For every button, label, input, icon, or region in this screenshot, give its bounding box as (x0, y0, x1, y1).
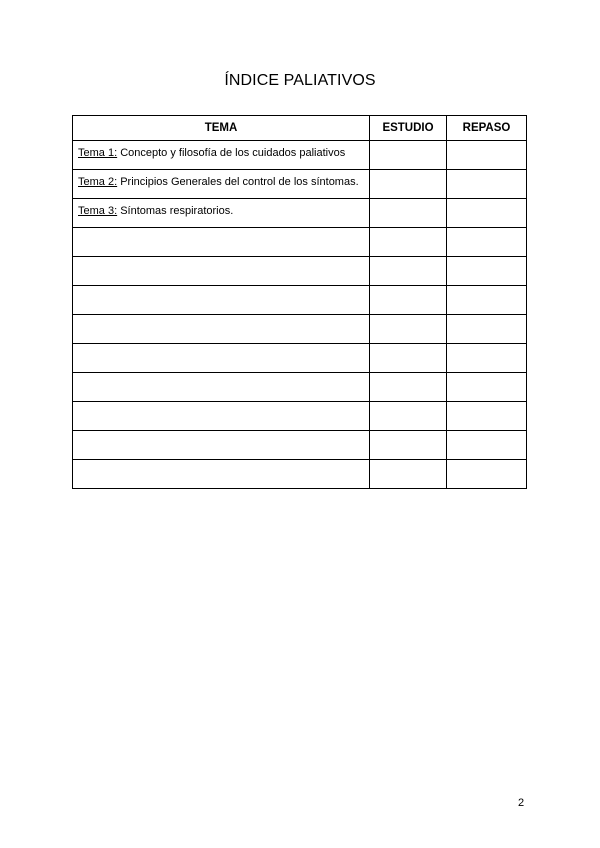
cell-tema (73, 402, 370, 431)
cell-tema (73, 228, 370, 257)
table-row (73, 199, 527, 228)
table-row (73, 228, 527, 257)
cell-repaso[interactable] (447, 315, 527, 344)
tema-number-label: Tema 2: (78, 176, 118, 188)
table-row (73, 460, 527, 489)
cell-repaso[interactable] (447, 402, 527, 431)
table-header-row (73, 116, 527, 141)
cell-estudio[interactable] (370, 286, 447, 315)
column-header-estudio: ESTUDIO (370, 116, 447, 141)
cell-tema (73, 460, 370, 489)
cell-estudio[interactable] (370, 199, 447, 228)
table-body (73, 141, 527, 489)
cell-estudio[interactable] (370, 170, 447, 199)
cell-repaso[interactable] (447, 431, 527, 460)
page-number: 2 (518, 797, 525, 809)
cell-estudio[interactable] (370, 141, 447, 170)
cell-repaso[interactable] (447, 344, 527, 373)
cell-estudio[interactable] (370, 344, 447, 373)
cell-tema (73, 257, 370, 286)
cell-estudio[interactable] (370, 460, 447, 489)
cell-tema (73, 373, 370, 402)
table-row (73, 141, 527, 170)
cell-estudio[interactable] (370, 402, 447, 431)
cell-estudio[interactable] (370, 228, 447, 257)
cell-tema (73, 344, 370, 373)
column-header-repaso: REPASO (447, 116, 527, 141)
cell-repaso[interactable] (447, 286, 527, 315)
table-row (73, 170, 527, 199)
table-row (73, 373, 527, 402)
page-title: ÍNDICE PALIATIVOS (224, 72, 376, 89)
cell-estudio[interactable] (370, 315, 447, 344)
tema-description: Principios Generales del control de los síntomas. (117, 176, 359, 188)
cell-estudio[interactable] (370, 431, 447, 460)
cell-tema (73, 199, 370, 228)
table-row (73, 402, 527, 431)
cell-repaso[interactable] (447, 373, 527, 402)
table-row (73, 257, 527, 286)
tema-description: Concepto y filosofía de los cuidados paliativos (117, 147, 346, 159)
cell-tema (73, 286, 370, 315)
cell-estudio[interactable] (370, 257, 447, 286)
cell-repaso[interactable] (447, 257, 527, 286)
cell-repaso[interactable] (447, 460, 527, 489)
tema-number-label: Tema 3: (78, 205, 118, 217)
cell-repaso[interactable] (447, 228, 527, 257)
cell-tema (73, 431, 370, 460)
tema-number-label: Tema 1: (78, 147, 118, 159)
cell-tema (73, 141, 370, 170)
index-table (72, 115, 527, 489)
tema-description: Síntomas respiratorios. (117, 205, 234, 217)
cell-tema (73, 170, 370, 199)
column-header-tema: TEMA (73, 116, 370, 141)
cell-repaso[interactable] (447, 141, 527, 170)
cell-estudio[interactable] (370, 373, 447, 402)
table-row (73, 344, 527, 373)
cell-repaso[interactable] (447, 170, 527, 199)
cell-tema (73, 315, 370, 344)
table-row (73, 431, 527, 460)
table-row (73, 315, 527, 344)
cell-repaso[interactable] (447, 199, 527, 228)
table-row (73, 286, 527, 315)
